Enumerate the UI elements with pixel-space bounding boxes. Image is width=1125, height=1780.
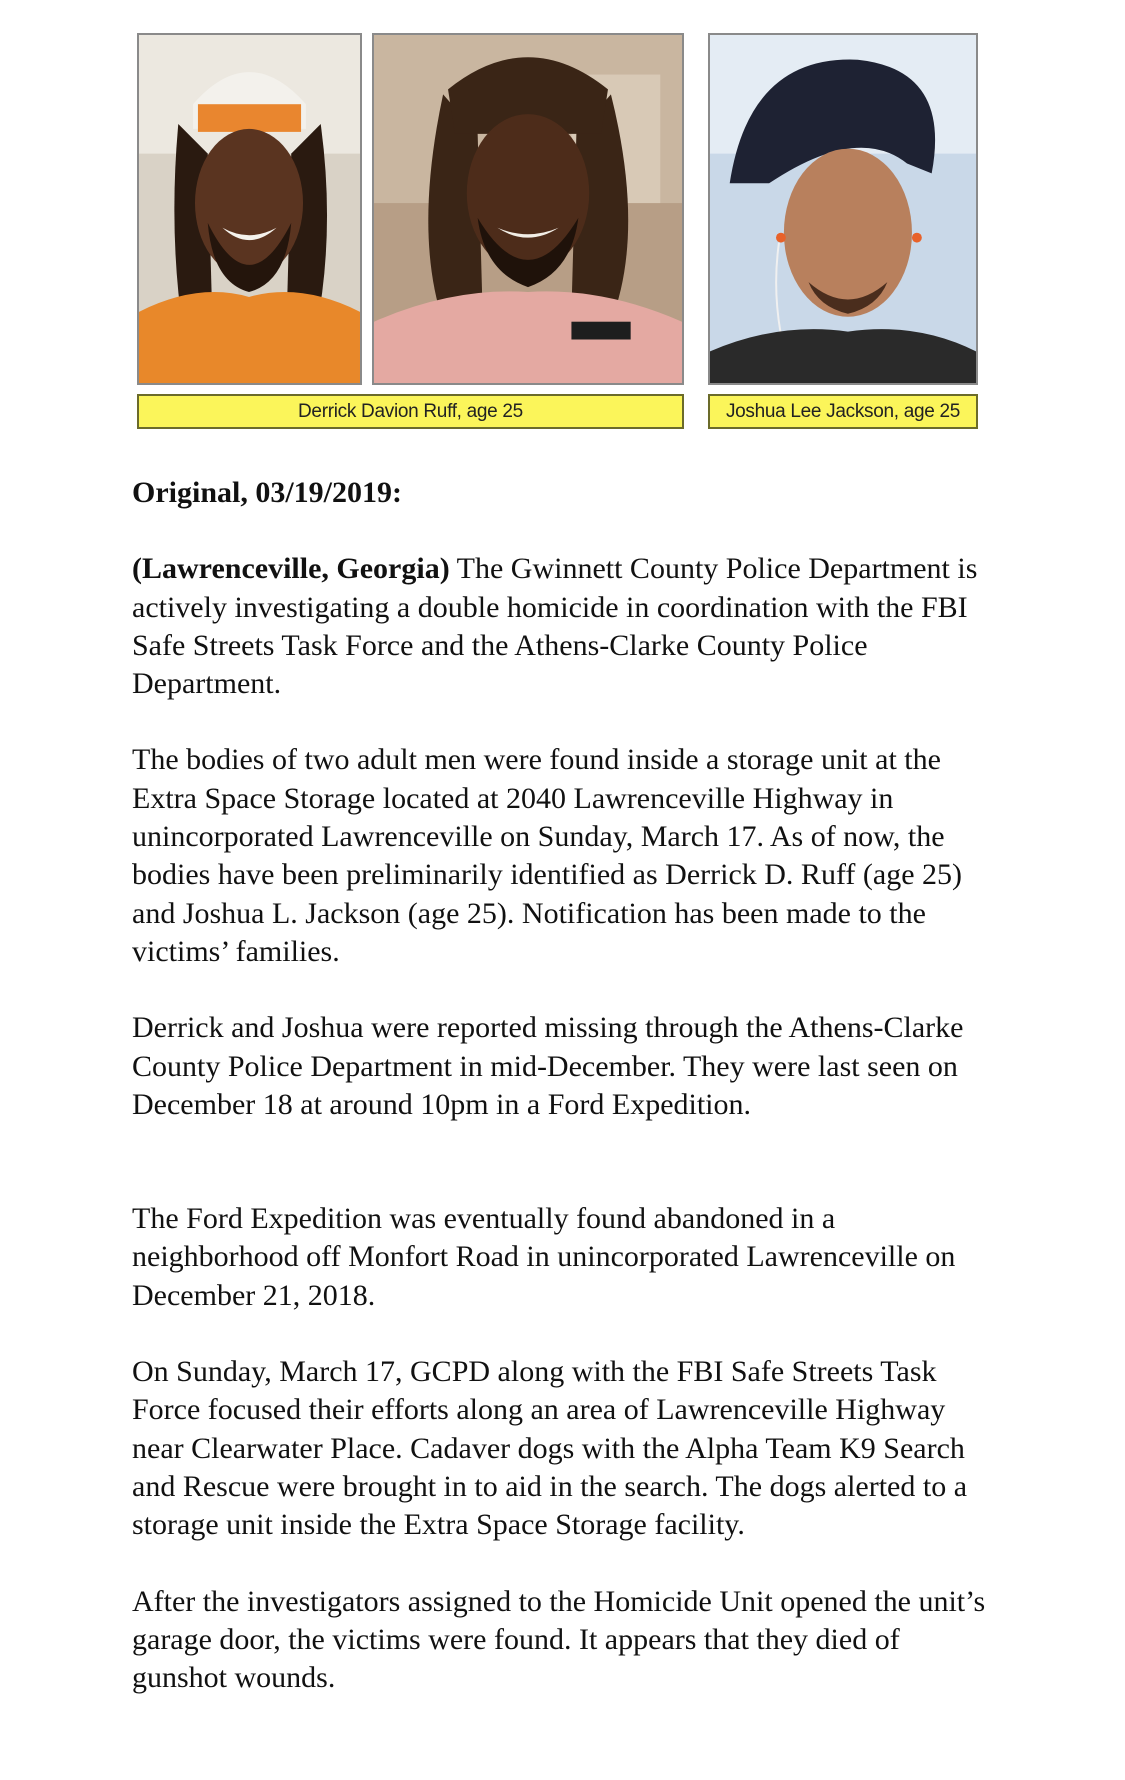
article-paragraph: On Sunday, March 17, GCPD along with the FBI Safe Streets Task Force focused their efforts along an area of Lawrenceville Highway near Clearwater Place. Cadaver dogs with the Alpha Team K9 Search and Rescue were brought in to aid in the search. The dogs alerted to a storage unit inside the Extra Space Storage facility. [132,1355,968,1542]
caption-text: Derrick Davion Ruff, age 25 [298,400,523,422]
article-paragraph: After the investigators assigned to the Homicide Unit opened the unit’s garage door, the victims were found. It appears that they died of gunshot wounds. [132,1584,986,1695]
victim-photo-joshua [708,33,978,385]
article-paragraph: Derrick and Joshua were reported missing through the Athens-Clarke County Police Department in mid-December. They were last seen on December 18 at around 10pm in a Ford Expedition. [132,1011,964,1121]
photo-caption-derrick [137,394,684,429]
victim-photo-derrick-2 [372,33,684,385]
article-paragraph [132,550,1002,703]
photo-caption-joshua [708,394,978,429]
victim-photo-derrick-1 [137,33,362,385]
caption-text: Joshua Lee Jackson, age 25 [725,400,961,422]
article-heading: Original, 03/19/2019: [132,476,402,509]
article-body [132,474,1002,1735]
article-paragraph: The bodies of two adult men were found inside a storage unit at the Extra Space Storage located at 2040 Lawrenceville Highway in unincorporated Lawrenceville on Sunday, March 17. As of now, the bodies have been preliminarily identified as Derrick D. Ruff (age 25) and Joshua L. Jackson (age 25). Notification has been made to the victims’ families. [132,743,962,968]
paragraph-text: The Gwinnett County Police Department is actively investigating a double homicide in coordination with the FBI Safe Streets Task Force and the Athens-Clarke County Police Department. [132,552,978,701]
dateline: (Lawrenceville, Georgia) [132,552,450,586]
article-paragraph: The Ford Expedition was eventually found abandoned in a neighborhood off Monfort Road in unincorporated Lawrenceville on December 21, 2018. [132,1202,956,1312]
